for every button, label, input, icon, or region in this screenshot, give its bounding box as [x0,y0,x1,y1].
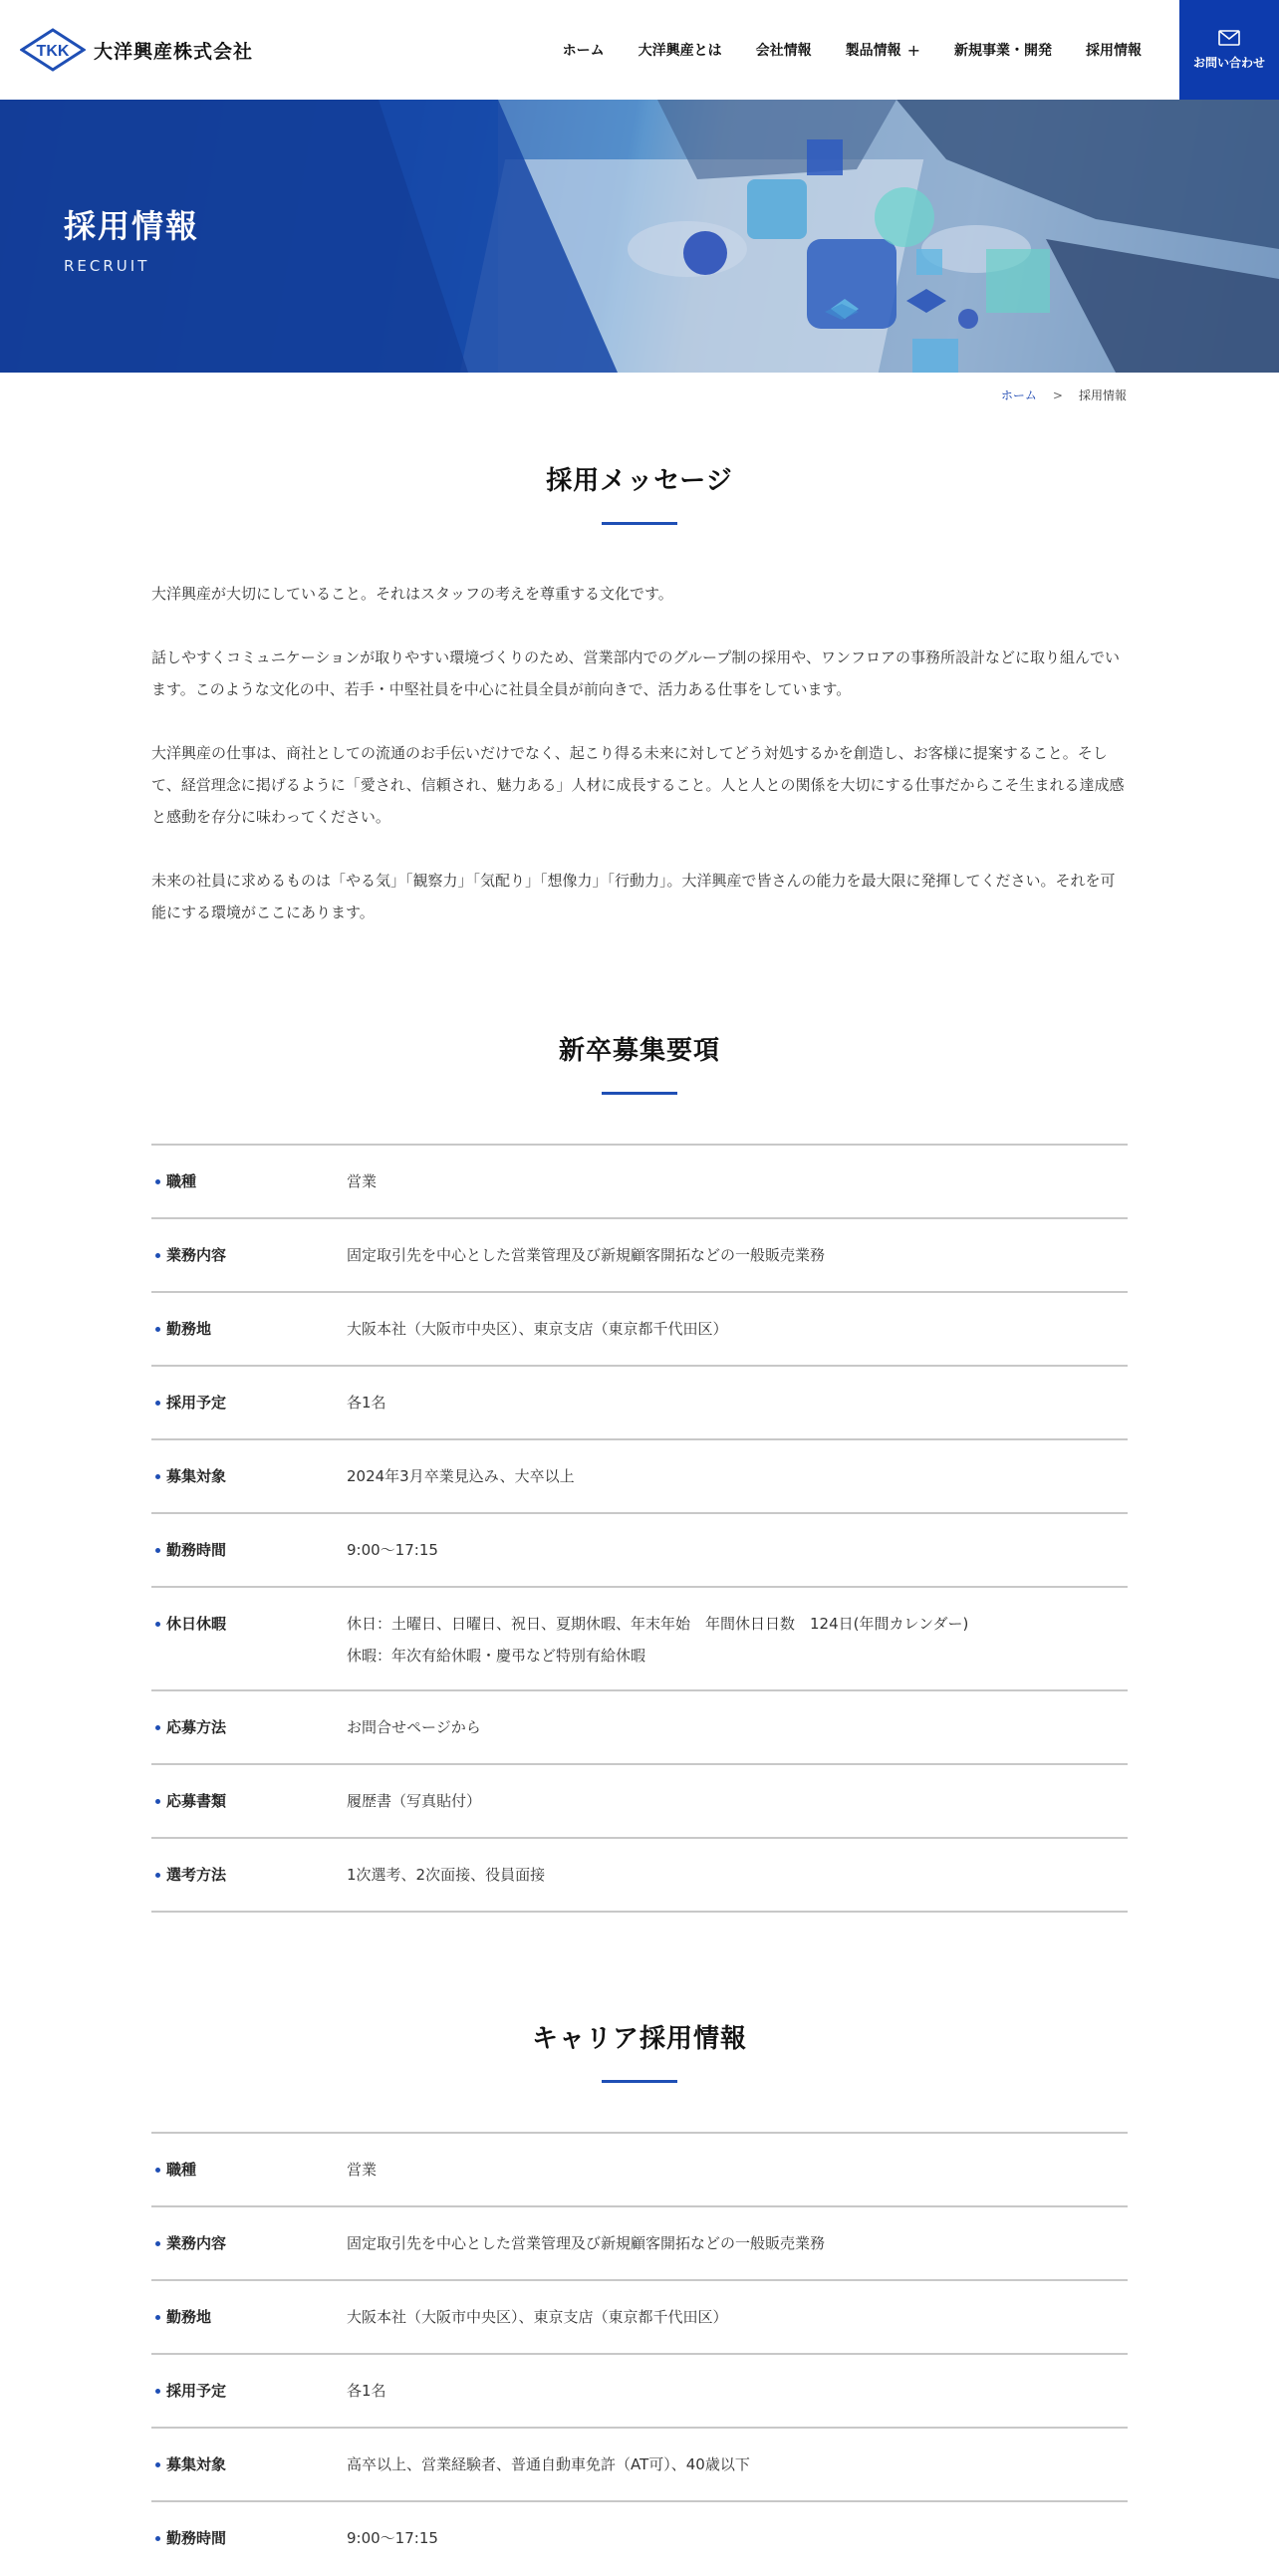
new-grad-section-title: 新卒募集要項 [558,1036,720,1066]
row-key [151,1316,347,1342]
bullet-icon [155,2241,160,2246]
table-row [151,1146,1128,1219]
site-logo[interactable] [20,28,253,72]
row-key [151,2304,347,2330]
row-key [151,1390,347,1416]
table-row [151,2429,1128,2502]
breadcrumb-home-link[interactable]: ホーム [1000,388,1037,402]
table-row [151,2207,1128,2281]
row-key-text: 職種 [166,1172,197,1190]
row-key [151,1862,347,1888]
row-value: 営業 [347,1172,378,1190]
row-value: お問合せページから [347,1718,481,1736]
row-key [151,1714,347,1740]
nav-about[interactable] [639,40,722,60]
row-key [151,2451,347,2477]
bullet-icon [155,2389,160,2394]
table-row [151,2281,1128,2355]
row-key-text: 業務内容 [166,1246,227,1264]
bullet-icon [155,1401,160,1406]
row-value: 2024年3月卒業見込み、大卒以上 [347,1467,575,1485]
nav-new-business-label: 新規事業・開発 [954,43,1052,59]
table-row [151,1839,1128,1913]
row-value: 大阪本社（大阪市中央区）、東京支店（東京都千代田区） [347,1320,728,1338]
row-key-text: 採用予定 [166,2382,227,2400]
nav-about-label: 大洋興産とは [638,43,722,59]
row-key-text: 業務内容 [166,2234,227,2252]
table-row [151,2134,1128,2207]
row-key-text: 応募書類 [166,1792,227,1810]
nav-home[interactable] [563,40,605,60]
nav-home-label: ホーム [562,43,605,59]
row-value: 9:00〜17:15 [347,2529,438,2547]
row-key [151,1788,347,1814]
hero-banner [0,100,1279,373]
row-key [151,1242,347,1268]
row-value: 固定取引先を中心とした営業管理及び新規顧客開拓などの一般販売業務 [347,1246,826,1264]
site-header [0,0,1279,100]
row-value: 固定取引先を中心とした営業管理及び新規顧客開拓などの一般販売業務 [347,2234,826,2252]
logo-mark-icon [20,28,86,72]
row-key [151,1463,347,1489]
row-key-text: 職種 [166,2161,197,2179]
nav-company-label: 会社情報 [755,43,812,59]
bullet-icon [155,1725,160,1730]
row-value: 各1名 [347,1394,386,1412]
row-key-text: 採用予定 [166,1394,227,1412]
plus-icon: + [906,40,920,60]
bullet-icon [155,1327,160,1332]
table-row [151,2502,1128,2576]
table-row [151,2355,1128,2429]
career-title-rule [602,2080,677,2083]
row-key-text: 勤務時間 [166,1541,227,1559]
nav-company[interactable] [756,40,812,60]
row-key [151,2230,347,2256]
message-section-title: 採用メッセージ [546,466,733,496]
message-paragraph: 話しやすくコミュニケーションが取りやすい環境づくりのため、営業部内でのグループ制の採用や、ワンフロアの事務所設計などに取り組んでいます。このような文化の中、若手・中堅社員を中心に社員全員が前向きで、活力ある仕事をしています。 [151,648,1121,698]
bullet-icon [155,1474,160,1479]
contact-label: お問い合わせ [1192,55,1265,70]
table-row [151,1219,1128,1293]
row-key-text: 募集対象 [166,2455,227,2473]
nav-products-label: 製品情報 [845,43,901,59]
mail-icon [1218,30,1240,46]
row-key [151,1168,347,1194]
table-row [151,1367,1128,1440]
message-paragraph: 大洋興産の仕事は、商社としての流通のお手伝いだけでなく、起こり得る未来に対してどう対処するかを創造し、お客様に提案すること。そして、経営理念に掲げるように「愛され、信頼され、魅力ある」人材に成長すること。人と人との関係を大切にする仕事だからこそ生まれる達成感と感動を存分に味わってください。 [151,744,1125,826]
row-value-line: 休暇：年次有給休暇・慶弔など特別有給休暇 [347,1647,646,1665]
row-key-text: 勤務地 [166,1320,212,1338]
bullet-icon [155,1622,160,1627]
contact-button[interactable] [1179,0,1279,100]
row-key [151,2378,347,2404]
row-value: 各1名 [347,2382,386,2400]
new-grad-table [151,1144,1128,1913]
nav-recruit-label: 採用情報 [1086,43,1142,59]
table-row [151,1293,1128,1367]
bullet-icon [155,1548,160,1553]
main-nav [529,0,1142,100]
row-value [347,1608,1128,1672]
bullet-icon [155,2462,160,2467]
table-row [151,1691,1128,1765]
nav-recruit[interactable] [1086,40,1142,60]
row-value-line: 休日：土曜日、日曜日、祝日、夏期休暇、年末年始 年間休日日数 124日(年間カレンダー) [347,1615,969,1633]
page-title: 採用情報 [64,207,200,245]
message-paragraph: 大洋興産が大切にしていること。それはスタッフの考えを尊重する文化です。 [151,585,673,603]
row-key [151,2525,347,2551]
row-key-text: 休日休暇 [166,1615,227,1633]
message-title-rule [602,522,677,525]
row-value: 高卒以上、営業経験者、普通自動車免許（AT可）、40歳以下 [347,2455,750,2473]
row-value: 9:00〜17:15 [347,1541,438,1559]
career-table [151,2132,1128,2576]
bullet-icon [155,1873,160,1878]
row-key-text: 選考方法 [166,1866,227,1884]
row-value: 営業 [347,2161,378,2179]
row-key [151,1611,347,1637]
row-key-text: 勤務時間 [166,2529,227,2547]
bullet-icon [155,1179,160,1184]
new-grad-title-rule [602,1092,677,1095]
logo-mark-text: TKK [36,43,70,60]
row-key-text: 応募方法 [166,1718,227,1736]
table-row [151,1588,1128,1691]
logo-text: 大洋興産株式会社 [94,40,254,63]
breadcrumb [1001,386,1127,403]
nav-new-business[interactable] [954,40,1052,60]
bullet-icon [155,1799,160,1804]
career-section-title: キャリア採用情報 [531,2024,747,2054]
message-paragraph: 未来の社員に求めるものは「やる気」「観察力」「気配り」「想像力」「行動力」。大洋興産で皆さんの能力を最大限に発揮してください。それを可能にする環境がここにあります。 [151,872,1116,921]
breadcrumb-separator: > [1052,387,1063,402]
breadcrumb-current: 採用情報 [1078,388,1127,402]
table-row [151,1514,1128,1588]
nav-products[interactable] [846,40,920,60]
bullet-icon [155,2315,160,2320]
row-key-text: 勤務地 [166,2308,212,2326]
row-key [151,2157,347,2183]
bullet-icon [155,1253,160,1258]
row-value: 大阪本社（大阪市中央区）、東京支店（東京都千代田区） [347,2308,728,2326]
row-key [151,1537,347,1563]
row-key-text: 募集対象 [166,1467,227,1485]
bullet-icon [155,2168,160,2173]
table-row [151,1440,1128,1514]
table-row [151,1765,1128,1839]
row-value: 1次選考、2次面接、役員面接 [347,1866,546,1884]
page-subtitle: RECRUIT [64,257,150,275]
row-value: 履歴書（写真貼付） [347,1792,482,1810]
bullet-icon [155,2536,160,2541]
recruit-message [151,578,1128,960]
